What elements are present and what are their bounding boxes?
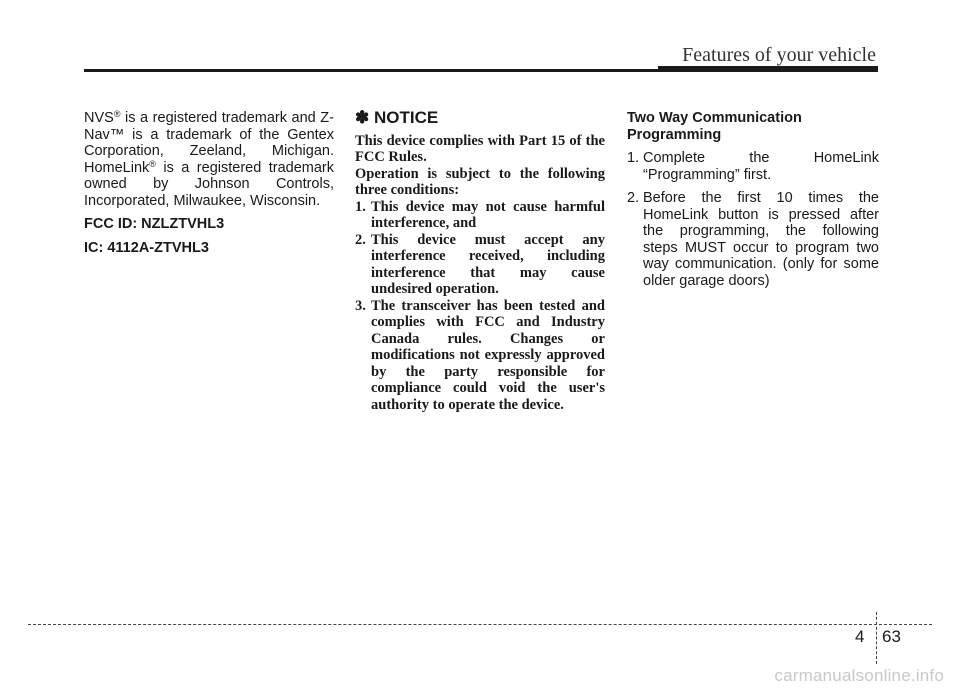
footer-divider	[876, 612, 877, 664]
footer-rule	[28, 624, 932, 625]
ic-id: IC: 4112A-ZTVHL3	[84, 239, 209, 256]
page-number: 63	[882, 627, 901, 646]
list-item-text: This device may not cause harmful interference, and	[371, 198, 605, 231]
notice-body	[355, 133, 605, 414]
watermark: carmanualsonline.info	[774, 666, 944, 685]
list-item	[355, 298, 605, 414]
list-item	[627, 190, 879, 289]
notice-intro-2: Operation is subject to the following three conditions:	[355, 165, 605, 198]
list-item	[355, 232, 605, 298]
asterisk-icon: ✽	[355, 108, 370, 127]
header-rule-accent	[658, 66, 878, 72]
list-item-number: 1.	[627, 150, 640, 166]
list-item-text: This device must accept any interference received, including interference that may cause undesired operation.	[371, 231, 605, 297]
column-left	[84, 110, 334, 263]
list-item-number: 2.	[355, 231, 366, 248]
notice-title: NOTICE	[373, 108, 439, 127]
trademark-text-1: NVS	[84, 110, 114, 126]
chapter-number: 4	[855, 627, 865, 646]
registered-mark: ®	[149, 158, 156, 169]
list-item-text: The transceiver has been tested and complies with FCC and Industry Canada rules. Changes or modifications not expressly approved by the party responsible for compliance could void the user's authority to operate the device.	[371, 297, 605, 413]
trademark-text-2: is a registered trademark and Z-Nav™ is a trademark of the Gentex Corporation, Zeeland, Michigan. HomeLink	[84, 110, 334, 176]
fcc-id: FCC ID: NZLZTVHL3	[84, 216, 225, 232]
notice-intro-1: This device complies with Part 15 of the FCC Rules.	[355, 132, 605, 165]
list-item	[355, 199, 605, 232]
list-item-text: Complete the HomeLink “Programming” first.	[643, 150, 879, 183]
list-item-number: 2.	[627, 190, 640, 206]
list-item-number: 1.	[355, 198, 366, 215]
column-right	[627, 110, 879, 296]
list-item	[627, 150, 879, 183]
programming-heading: Two Way Communication Programming	[627, 110, 802, 143]
list-item-text: Before the first 10 times the HomeLink button is pressed after the programming, the following steps MUST occur to program two way communication. (only for some older garage doors)	[643, 190, 879, 289]
trademark-paragraph	[84, 110, 334, 209]
registered-mark: ®	[113, 109, 121, 119]
trademark-text-3: is a registered trademark owned by Johnson Controls, Incorporated, Milwaukee, Wisconsin.	[84, 159, 334, 209]
list-item-number: 3.	[355, 297, 366, 314]
section-title: Features of your vehicle	[682, 44, 876, 66]
notice-box	[355, 110, 605, 413]
notice-heading	[355, 110, 605, 127]
